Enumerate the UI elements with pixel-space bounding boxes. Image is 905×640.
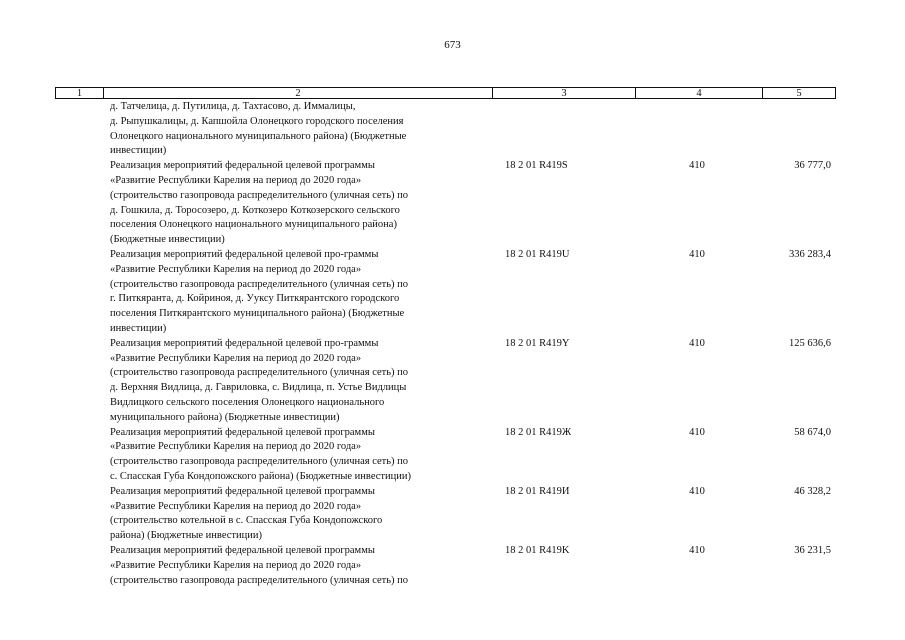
row-number-cell <box>55 426 110 485</box>
row-number-cell <box>55 337 110 426</box>
row-amount: 336 283,4 <box>789 248 831 260</box>
row-description: Реализация мероприятий федеральной целевой программы «Развитие Республики Карелия на период до 2020 года» (строительство газопровода распределительного (уличная сеть) по д. Гошкила, д. Торосозеро, д. Коткозеро Коткозерского сельского поселения Олонецкого национального муниципального района) (Бюджетные инвестиции) <box>110 160 409 246</box>
table-row <box>55 426 836 485</box>
row-amount: 125 636,6 <box>789 337 831 349</box>
row-type: 410 <box>689 160 705 172</box>
row-code: 18 2 01 R419K <box>505 544 570 556</box>
row-description: д. Татчелица, д. Путилица, д. Тахтасово, д. Иммалицы, д. Рыпушкалицы, д. Капшойла Олонецкого городского поселения Олонецкого национального муниципального района) (Бюджетные инвестиции) <box>110 101 407 157</box>
row-description: Реализация мероприятий федеральной целевой программы «Развитие Республики Карелия на период до 2020 года» (строительство котельной в с. Спасская Губа Кондопожского района) (Бюджетные инвестиции) <box>110 485 383 542</box>
row-type: 410 <box>689 426 705 438</box>
row-number-cell <box>55 544 110 588</box>
header-col-3: 3 <box>493 88 636 98</box>
row-amount: 58 674,0 <box>794 426 831 438</box>
row-type: 410 <box>689 337 705 349</box>
row-number-cell <box>55 248 110 337</box>
table-body <box>55 100 836 588</box>
row-code: 18 2 01 R419S <box>505 160 568 172</box>
table-row <box>55 248 836 337</box>
table-row <box>55 100 836 159</box>
row-type <box>642 100 752 159</box>
row-number-cell <box>55 159 110 248</box>
row-description: Реализация мероприятий федеральной целевой про-граммы «Развитие Республики Карелия на период до 2020 года» (строительство газопровода распределительного (уличная сеть) по д. Верхняя Видлица, д. Гавриловка, с. Видлица, п. Устье Видлицы Видлицкого сельского поселения Олонецкого национального муниципального района) (Бюджетные инвестиции) <box>110 337 409 423</box>
table-row <box>55 337 836 426</box>
row-description: Реализация мероприятий федеральной целевой про-граммы «Развитие Республики Карелия на период до 2020 года» (строительство газопровода распределительного (уличная сеть) по г. Питкяранта, д. Койриноя, д. Ууксу Питкярантского городского поселения Питкярантского муниципального района) (Бюджетные инвестиции) <box>110 248 409 334</box>
row-amount: 36 777,0 <box>794 160 831 172</box>
header-col-4: 4 <box>636 88 763 98</box>
header-col-2: 2 <box>104 88 493 98</box>
row-description: Реализация мероприятий федеральной целевой программы «Развитие Республики Карелия на период до 2020 года» (строительство газопровода распределительного (уличная сеть) по с. Спасская Губа Кондопожского района) (Бюджетные инвестиции) <box>110 426 411 482</box>
row-code: 18 2 01 R419Y <box>505 337 570 349</box>
table-row <box>55 159 836 248</box>
row-number-cell <box>55 485 110 544</box>
page-number: 673 <box>444 39 461 51</box>
header-col-1: 1 <box>56 88 104 98</box>
row-code: 18 2 01 R419И <box>505 485 570 497</box>
row-type: 410 <box>689 544 705 556</box>
row-description: Реализация мероприятий федеральной целевой программы «Развитие Республики Карелия на период до 2020 года» (строительство газопровода распределительного (уличная сеть) по <box>110 544 409 586</box>
row-code <box>502 100 642 159</box>
row-code: 18 2 01 R419U <box>505 248 570 260</box>
row-amount: 46 328,2 <box>794 485 831 497</box>
row-code: 18 2 01 R419Ж <box>505 426 572 438</box>
row-amount: 36 231,5 <box>794 544 831 556</box>
row-number-cell <box>55 100 110 159</box>
row-type: 410 <box>689 485 705 497</box>
header-col-5: 5 <box>796 88 802 99</box>
table-row <box>55 544 836 588</box>
table-row <box>55 485 836 544</box>
row-type: 410 <box>689 248 705 260</box>
row-amount <box>752 100 836 159</box>
table-header <box>55 87 836 99</box>
